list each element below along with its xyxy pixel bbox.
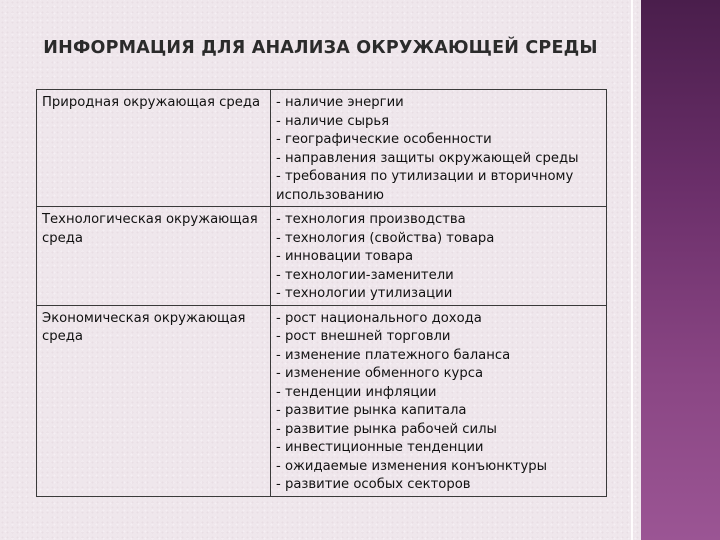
list-item: - изменение обменного курса	[276, 366, 484, 381]
table-row	[37, 90, 607, 207]
list-item: - инновации товара	[276, 249, 414, 264]
category-cell: Природная окружающая среда	[37, 90, 271, 207]
environment-analysis-table	[36, 89, 607, 497]
list-item: - требования по утилизации и вторичному использованию	[276, 169, 574, 203]
decorative-side-panel	[641, 0, 720, 540]
list-item: - технология производства	[276, 212, 466, 227]
list-item: - технология (свойства) товара	[276, 230, 495, 246]
list-item: - изменение платежного баланса	[276, 347, 511, 363]
items-cell	[271, 90, 607, 207]
list-item: - рост внешней торговли	[276, 329, 451, 344]
table-row	[37, 207, 607, 306]
list-item: - развитие особых секторов	[276, 477, 471, 492]
items-cell	[271, 207, 607, 306]
list-item: - развитие рынка рабочей силы	[276, 421, 497, 437]
items-cell	[271, 305, 607, 496]
list-item: - тенденции инфляции	[276, 384, 437, 400]
table-row	[37, 305, 607, 496]
category-cell: Экономическая окружающая среда	[37, 305, 271, 496]
list-item: - наличие энергии	[276, 95, 404, 110]
list-item: - развитие рынка капитала	[276, 403, 467, 418]
side-divider-line	[631, 0, 633, 540]
list-item: - географические особенности	[276, 132, 492, 147]
list-item: - наличие сырья	[276, 113, 390, 129]
list-item: - направления защиты окружающей среды	[276, 150, 579, 166]
list-item: - инвестиционные тенденции	[276, 440, 484, 455]
list-item: - технологии-заменители	[276, 267, 454, 283]
list-item: - технологии утилизации	[276, 286, 453, 301]
slide-title: ИНФОРМАЦИЯ ДЛЯ АНАЛИЗА ОКРУЖАЮЩЕЙ СРЕДЫ	[43, 38, 598, 58]
category-cell: Технологическая окружающая среда	[37, 207, 271, 306]
list-item: - ожидаемые изменения конъюнктуры	[276, 458, 548, 474]
list-item: - рост национального дохода	[276, 310, 482, 326]
